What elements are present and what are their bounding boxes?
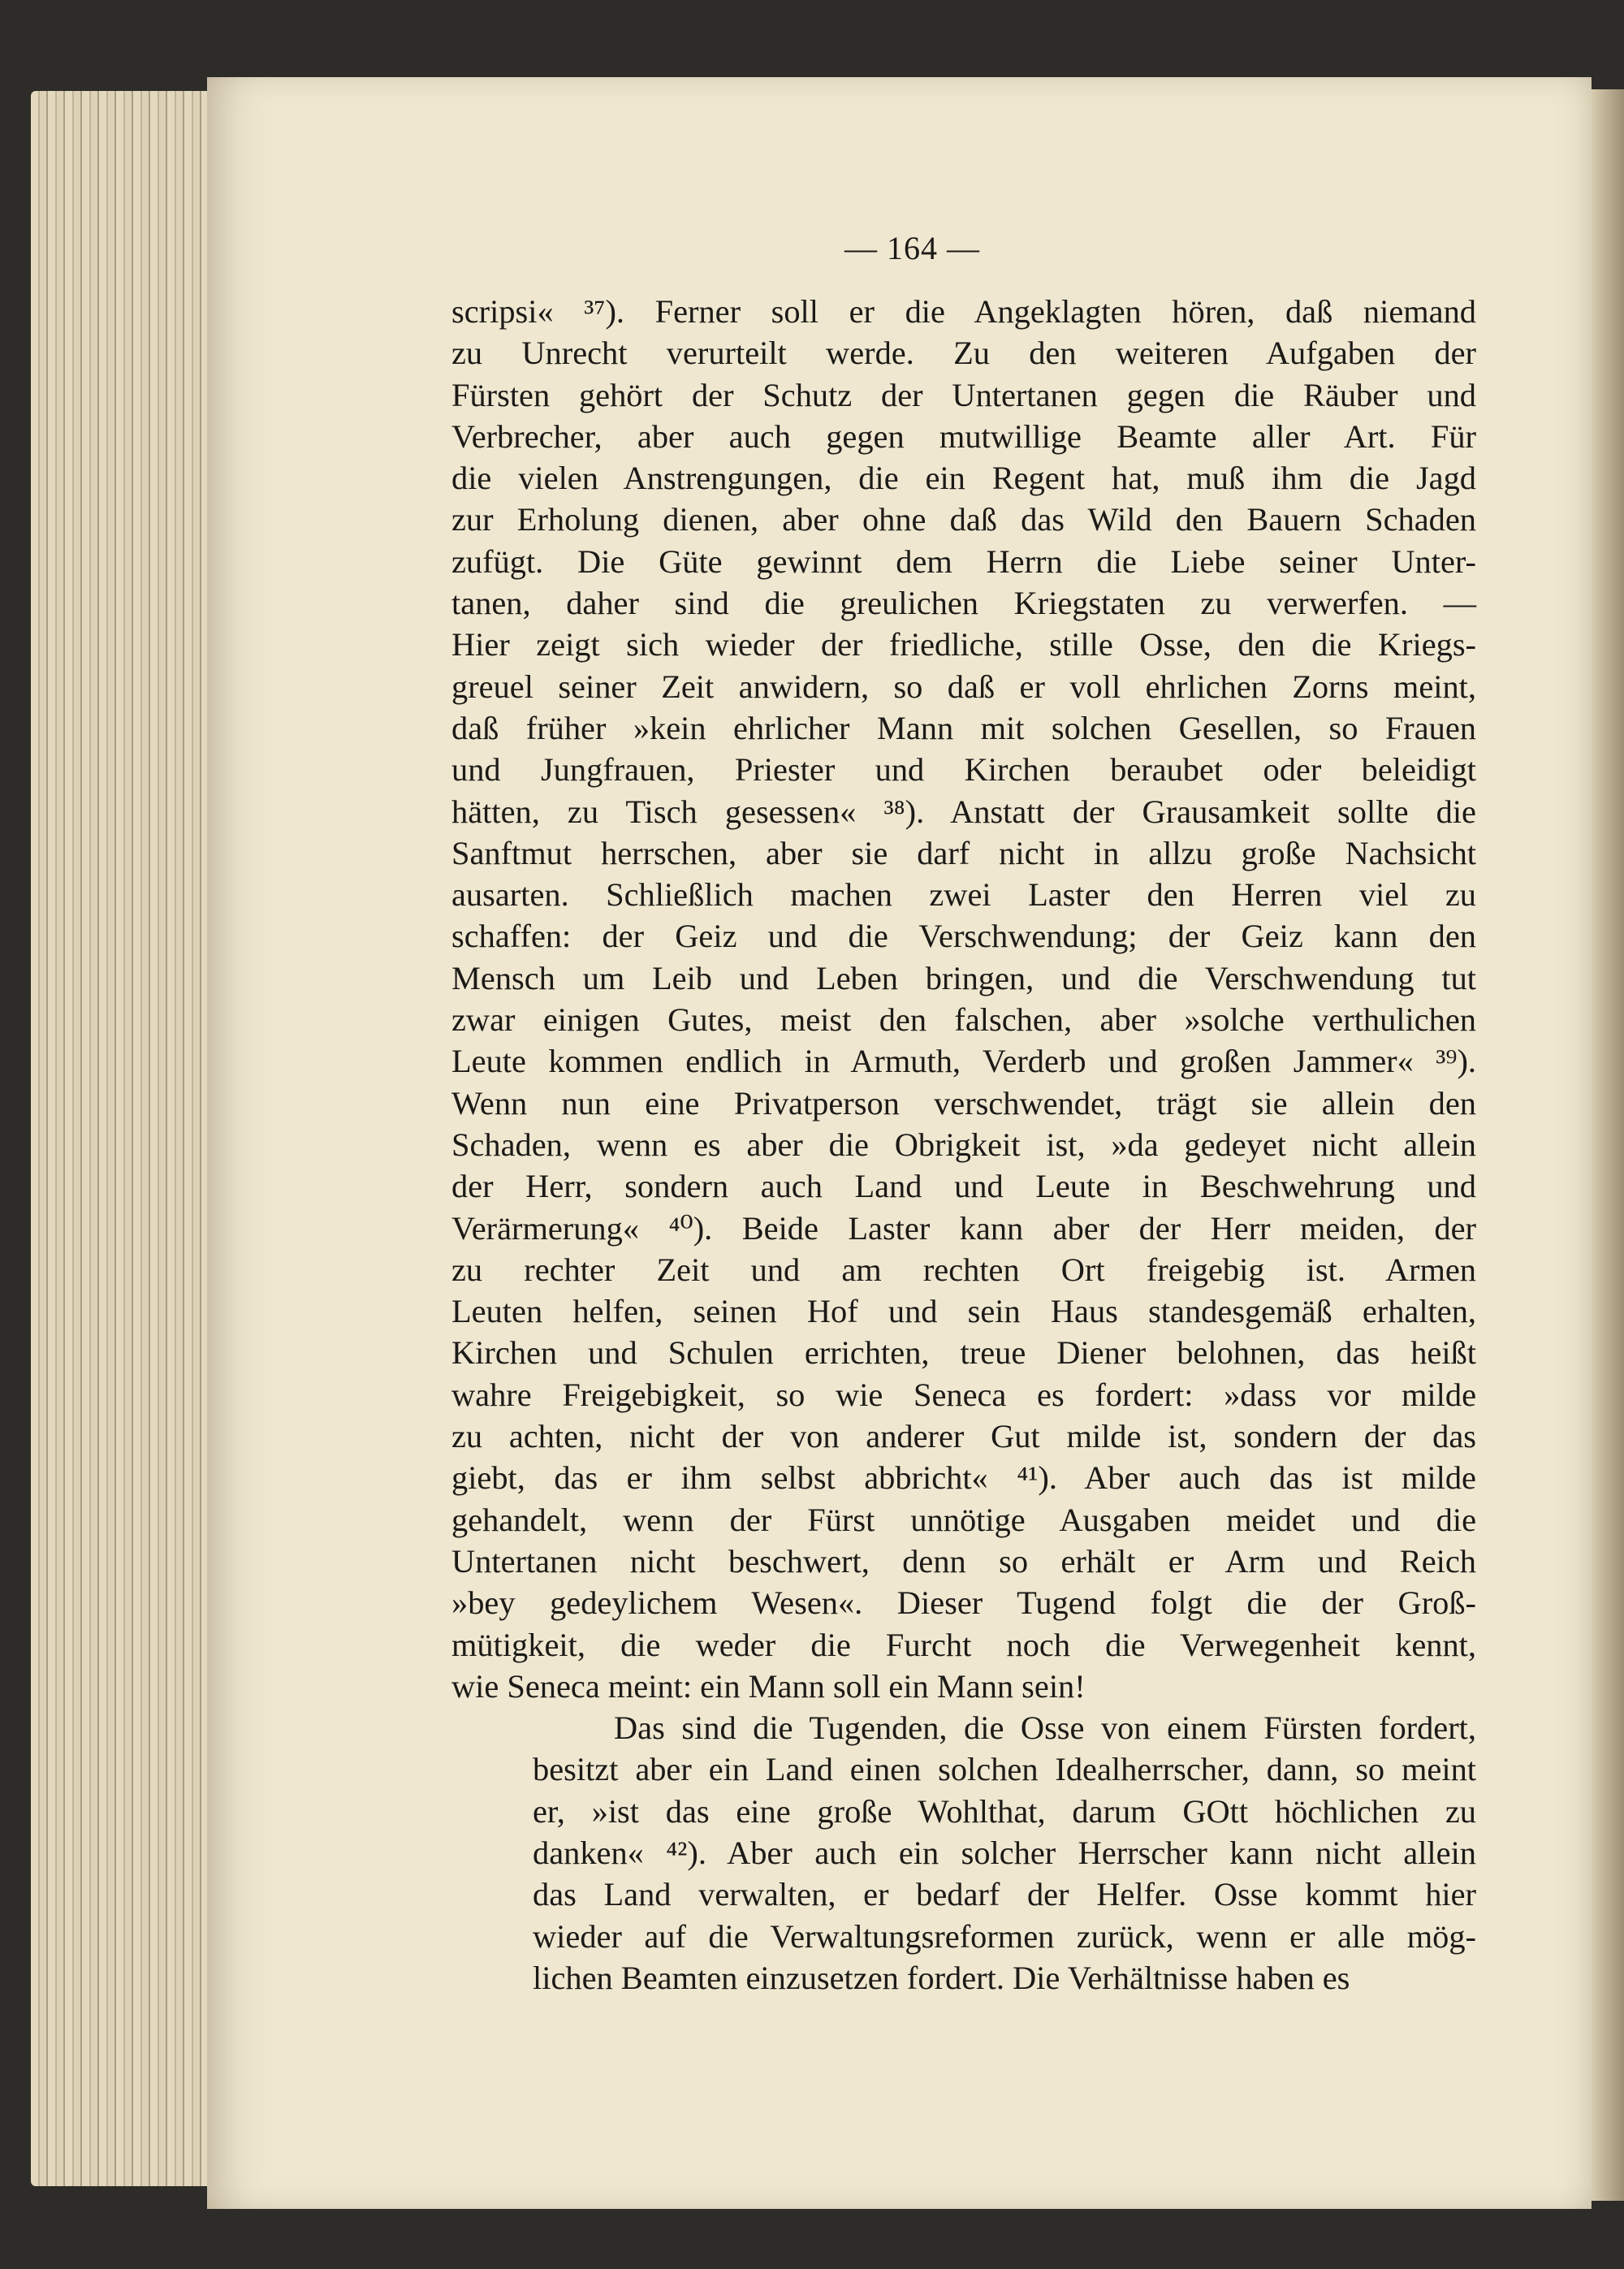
text-line: zu rechter Zeit und am rechten Ort freigebig ist. Armen	[451, 1251, 1476, 1288]
text-line: giebt, das er ihm selbst abbricht« ⁴¹). Aber auch das ist milde	[451, 1459, 1476, 1497]
body-text	[451, 291, 1476, 1999]
text-line: scripsi« ³⁷). Ferner soll er die Angeklagten hören, daß niemand	[451, 293, 1476, 330]
text-line: zufügt. Die Güte gewinnt dem Herrn die Liebe seiner Unter-	[451, 542, 1476, 580]
text-line: ausarten. Schließlich machen zwei Laster den Herren viel zu	[451, 876, 1476, 914]
text-line: er, »ist das eine große Wohlthat, darum GOtt höchlichen zu	[533, 1792, 1476, 1830]
text-line: wieder auf die Verwaltungsreformen zurück, wenn er alle mög-	[533, 1917, 1476, 1955]
text-line: Verärmerung« ⁴⁰). Beide Laster kann aber der Herr meiden, der	[451, 1209, 1476, 1247]
text-line: tanen, daher sind die greulichen Kriegstaten zu verwerfen. —	[451, 585, 1476, 622]
text-line: zur Erholung dienen, aber ohne daß das Wild den Bauern Schaden	[451, 501, 1476, 538]
text-line: Leuten helfen, seinen Hof und sein Haus standesgemäß erhalten,	[451, 1293, 1476, 1330]
text-line: Leute kommen endlich in Armuth, Verderb und großen Jammer« ³⁹).	[451, 1043, 1476, 1080]
text-line: greuel seiner Zeit anwidern, so daß er voll ehrlichen Zorns meint,	[451, 668, 1476, 705]
text-line: schaffen: der Geiz und die Verschwendung; der Geiz kann den	[451, 918, 1476, 955]
text-line: Wenn nun eine Privatperson verschwendet, trägt sie allein den	[451, 1084, 1476, 1122]
text-line: zu Unrecht verurteilt werde. Zu den weiteren Aufgaben der	[451, 335, 1476, 372]
text-line: der Herr, sondern auch Land und Leute in Beschwehrung und	[451, 1168, 1476, 1205]
text-line: zu achten, nicht der von anderer Gut milde ist, sondern der das	[451, 1418, 1476, 1455]
text-line: mütigkeit, die weder die Furcht noch die Verwegenheit kennt,	[451, 1626, 1476, 1663]
text-line: besitzt aber ein Land einen solchen Idealherrscher, dann, so meint	[533, 1751, 1476, 1788]
text-line: und Jungfrauen, Priester und Kirchen beraubet oder beleidigt	[451, 751, 1476, 789]
text-line: Mensch um Leib und Leben bringen, und die Verschwendung tut	[451, 959, 1476, 996]
text-line: Fürsten gehört der Schutz der Untertanen gegen die Räuber und	[451, 376, 1476, 413]
paragraph	[451, 1707, 1476, 1999]
right-page-edge	[1592, 89, 1624, 2201]
text-line: das Land verwalten, er bedarf der Helfer. Osse kommt hier	[533, 1876, 1476, 1913]
text-line: »bey gedeylichem Wesen«. Dieser Tugend folgt die der Groß-	[451, 1584, 1476, 1622]
text-line: lichen Beamten einzusetzen fordert. Die Verhältnisse haben es	[533, 1959, 1350, 1996]
text-line: zwar einigen Gutes, meist den falschen, aber »solche verthulichen	[451, 1001, 1476, 1039]
text-line: die vielen Anstrengungen, die ein Regent hat, muß ihm die Jagd	[451, 460, 1476, 497]
text-line: Sanftmut herrschen, aber sie darf nicht in allzu große Nachsicht	[451, 834, 1476, 871]
page-number: — 164 —	[844, 230, 980, 266]
text-line: Kirchen und Schulen errichten, treue Diener belohnen, das heißt	[451, 1334, 1476, 1372]
text-line: gehandelt, wenn der Fürst unnötige Ausgaben meidet und die	[451, 1501, 1476, 1538]
text-line: daß früher »kein ehrlicher Mann mit solchen Gesellen, so Frauen	[451, 709, 1476, 746]
text-line: danken« ⁴²). Aber auch ein solcher Herrscher kann nicht allein	[533, 1834, 1476, 1871]
text-line: Das sind die Tugenden, die Osse von einem Fürsten fordert,	[614, 1709, 1476, 1747]
text-line: Verbrecher, aber auch gegen mutwillige Beamte aller Art. Für	[451, 417, 1476, 455]
text-line: Schaden, wenn es aber die Obrigkeit ist, »da gedeyet nicht allein	[451, 1126, 1476, 1163]
text-line: wahre Freigebigkeit, so wie Seneca es fordert: »dass vor milde	[451, 1376, 1476, 1413]
text-line: Hier zeigt sich wieder der friedliche, stille Osse, den die Kriegs-	[451, 626, 1476, 663]
page-edges	[31, 91, 218, 2186]
paragraph	[451, 291, 1476, 1707]
text-line: Untertanen nicht beschwert, denn so erhält er Arm und Reich	[451, 1542, 1476, 1580]
text-line: hätten, zu Tisch gesessen« ³⁸). Anstatt der Grausamkeit sollte die	[451, 793, 1476, 830]
text-line: wie Seneca meint: ein Mann soll ein Mann sein!	[451, 1667, 1086, 1705]
